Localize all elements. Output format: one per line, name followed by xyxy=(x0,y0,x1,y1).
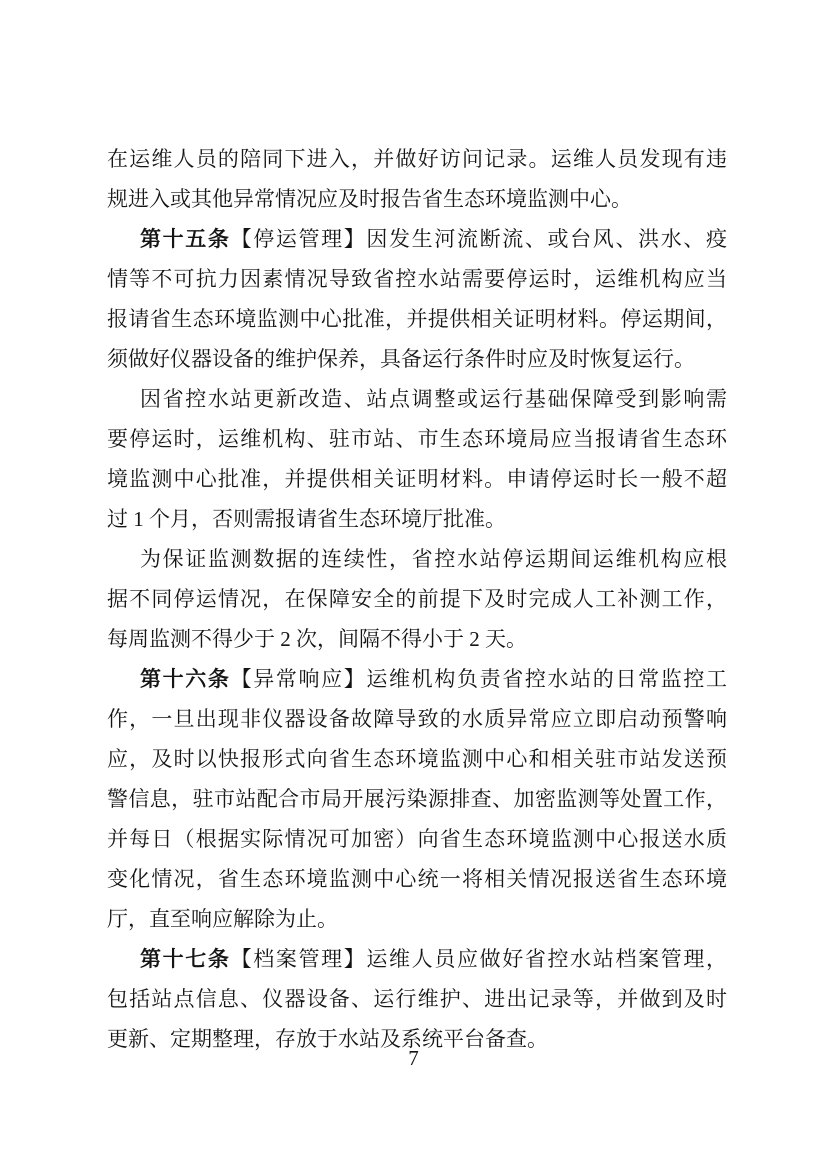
text-run: 规进入或其他异常情况应及时报告省生态环境监测中心。 xyxy=(107,187,632,211)
text-line xyxy=(107,459,727,499)
text-line xyxy=(107,779,727,819)
text-run: 过 1 个月，否则需报请省生态环境厅批准。 xyxy=(107,507,506,531)
text-line xyxy=(107,219,727,259)
article-17-label: 第十七条 xyxy=(140,947,231,971)
text-line xyxy=(107,179,727,219)
text-line xyxy=(107,659,727,699)
text-run: 包括站点信息、仪器设备、运行维护、进出记录等，并做到及时 xyxy=(107,987,727,1011)
text-run: 为保证监测数据的连续性，省控水站停运期间运维机构应根 xyxy=(140,547,727,571)
text-line xyxy=(107,299,727,339)
text-run: 须做好仪器设备的维护保养，具备运行条件时应及时恢复运行。 xyxy=(107,347,695,371)
para-article-16-abnormal-response xyxy=(107,659,727,939)
text-run: 【档案管理】运维人员应做好省控水站档案管理， xyxy=(230,947,728,971)
text-line xyxy=(107,139,727,179)
document-body xyxy=(107,139,727,1059)
text-line xyxy=(107,619,727,659)
text-run: 应，及时以快报形式向省生态环境监测中心和相关驻市站发送预 xyxy=(107,747,727,771)
text-line xyxy=(107,259,727,299)
text-line xyxy=(107,819,727,859)
page-number: 7 xyxy=(408,1046,419,1070)
para-article-15-outage-management xyxy=(107,219,727,379)
text-line xyxy=(107,499,727,539)
text-run: 警信息，驻市站配合市局开展污染源排查、加密监测等处置工作， xyxy=(107,787,727,811)
text-run: 作，一旦出现非仪器设备故障导致的水质异常应立即启动预警响 xyxy=(107,707,727,731)
text-run: 报请省生态环境监测中心批准，并提供相关证明材料。停运期间， xyxy=(107,307,727,331)
text-run: 每周监测不得少于 2 次，间隔不得小于 2 天。 xyxy=(107,627,527,651)
text-line xyxy=(107,539,727,579)
text-run: 要停运时，运维机构、驻市站、市生态环境局应当报请省生态环 xyxy=(107,427,727,451)
text-run: 并每日（根据实际情况可加密）向省生态环境监测中心报送水质 xyxy=(107,827,727,851)
article-16-label: 第十六条 xyxy=(140,667,231,691)
para-article-17-archive-management xyxy=(107,939,727,1059)
text-run: 厅，直至响应解除为止。 xyxy=(107,907,338,931)
text-line xyxy=(107,859,727,899)
text-run: 境监测中心批准，并提供相关证明材料。申请停运时长一般不超 xyxy=(107,467,727,491)
text-run: 【停运管理】因发生河流断流、或台风、洪水、疫 xyxy=(230,227,728,251)
text-line xyxy=(107,339,727,379)
text-run: 据不同停运情况，在保障安全的前提下及时完成人工补测工作， xyxy=(107,587,727,611)
text-run: 【异常响应】运维机构负责省控水站的日常监控工 xyxy=(230,667,728,691)
text-line xyxy=(107,899,727,939)
para-article-15-data-continuity xyxy=(107,539,727,659)
text-line xyxy=(107,939,727,979)
text-run: 情等不可抗力因素情况导致省控水站需要停运时，运维机构应当 xyxy=(107,267,727,291)
article-15-label: 第十五条 xyxy=(140,227,231,251)
text-run: 在运维人员的陪同下进入，并做好访问记录。运维人员发现有违 xyxy=(107,147,727,171)
text-line xyxy=(107,979,727,1019)
para-article-15-update-outage xyxy=(107,379,727,539)
text-line xyxy=(107,579,727,619)
para-visit-record-continuation xyxy=(107,139,727,219)
text-run: 更新、定期整理，存放于水站及系统平台备查。 xyxy=(107,1027,548,1051)
text-line xyxy=(107,419,727,459)
text-run: 变化情况，省生态环境监测中心统一将相关情况报送省生态环境 xyxy=(107,867,727,891)
text-line xyxy=(107,739,727,779)
text-line xyxy=(107,699,727,739)
text-run: 因省控水站更新改造、站点调整或运行基础保障受到影响需 xyxy=(140,387,727,411)
text-line xyxy=(107,379,727,419)
